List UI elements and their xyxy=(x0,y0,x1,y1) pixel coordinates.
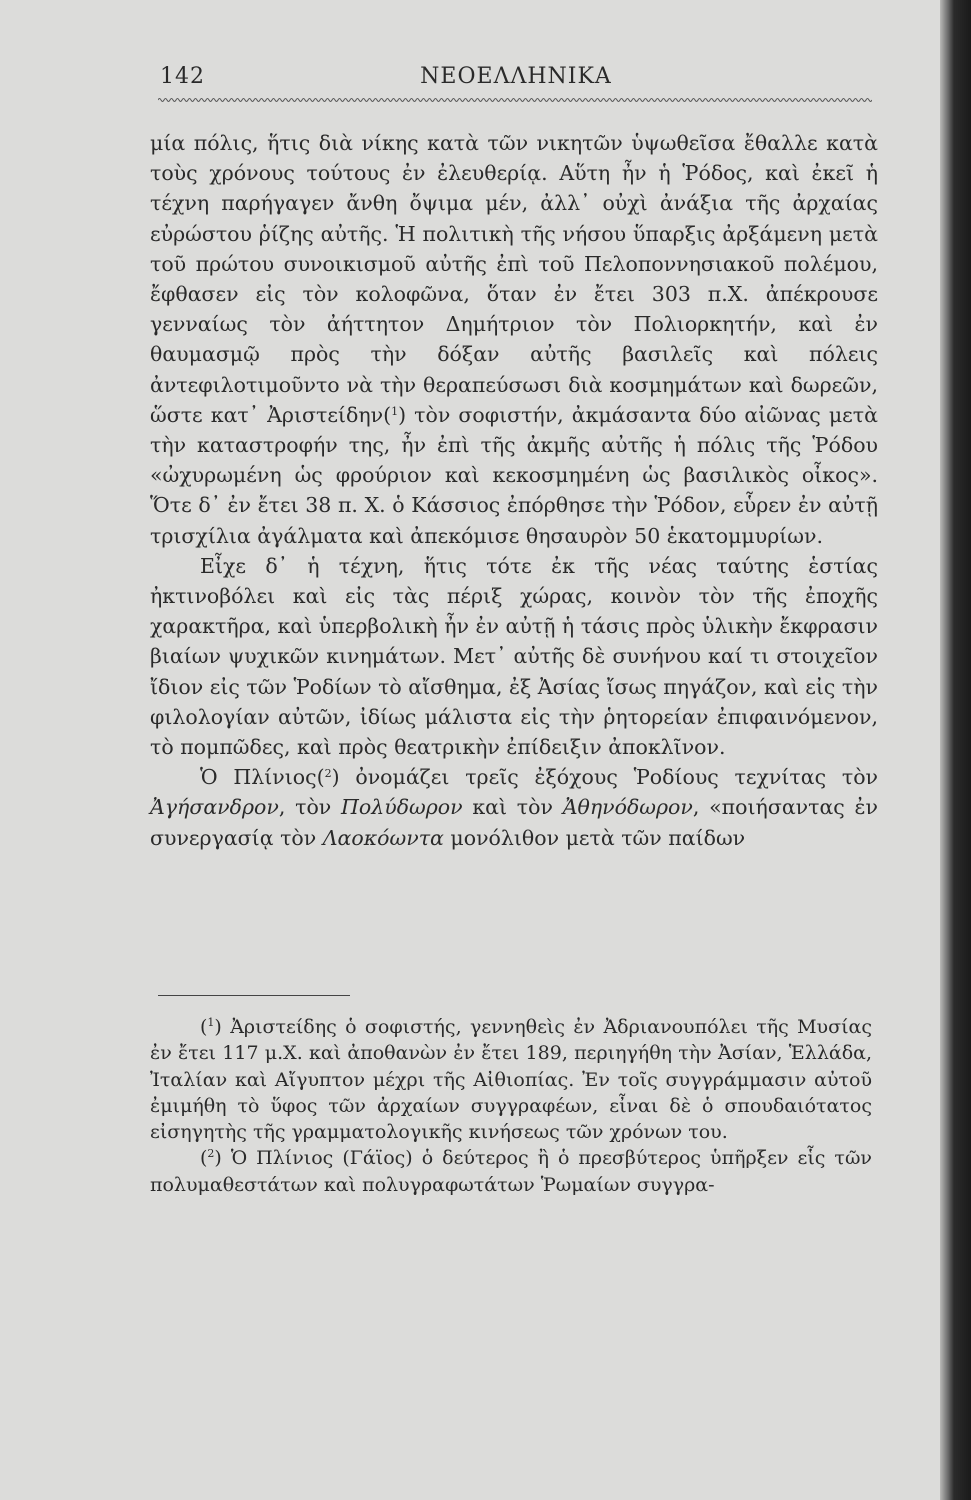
footnote-separator xyxy=(158,995,350,996)
name-laocoon: Λαοκόωντα xyxy=(322,825,444,850)
name-agesandros: Ἀγήσανδρον xyxy=(150,795,279,820)
page-header xyxy=(160,64,872,94)
main-text xyxy=(150,128,878,853)
footnote-ref-1: 1 xyxy=(391,404,399,418)
footnotes xyxy=(150,1014,872,1198)
name-athenodoros: Ἀθηνόδωρον xyxy=(562,795,693,820)
page-number: 142 xyxy=(160,64,205,89)
footnote-ref-2: 2 xyxy=(324,767,332,781)
running-title: ΝΕΟΕΛΛΗΝΙΚΑ xyxy=(420,64,612,89)
name-polydoros: Πολύδωρον xyxy=(341,795,463,820)
book-spine-edge xyxy=(940,0,971,1500)
paragraph-1: μία πόλις, ἥτις διὰ νίκης κατὰ τῶν νικητῶν ὑψωθεῖσα ἔθαλλε κατὰ τοὺς χρόνους τούτους ἐν ἐλευθερίᾳ. Αὕτη ἦν ἡ Ῥόδος, καὶ ἐκεῖ ἡ τέχνη παρήγαγεν ἄνθη ὄψιμα μέν, ἀλλ᾽ οὐχὶ ἀνάξια τῆς ἀρχαίας εὐρώστου ῥίζης αὐτῆς. Ἡ πολιτικὴ τῆς νήσου ὕπαρξις ἀρξάμενη μετὰ τοῦ πρώτου συνοικισμοῦ αὐτῆς ἐπὶ τοῦ Πελοποννησιακοῦ πολέμου, ἔφθασεν εἰς τὸν κολοφῶνα, ὅταν ἐν ἔτει 303 π.Χ. ἀπέκρουσε γενναίως τὸν ἀήττητον Δημήτριον τὸν Πολιορκητήν, καὶ ἐν θαυμασμῷ πρὸς τὴν δόξαν αὐτῆς βασιλεῖς καὶ πόλεις ἀντεφιλοτιμοῦντο νὰ τὴν θεραπεύσωσι διὰ κοσμημάτων καὶ δωρεῶν, ὥστε κατ᾽ Ἀριστείδην($^1$) τὸν σοφιστήν, ἀκμάσαντα δύο αἰῶνας μετὰ τὴν καταστροφήν της, ἦν ἐπὶ τῆς ἀκμῆς αὐτῆς ἡ πόλις τῆς Ῥόδου «ὠχυρωμένη ὡς φρούριον καὶ κεκοσμημένη ὡς βασιλικὸς οἶκος». Ὅτε δ᾽ ἐν ἔτει 38 π. Χ. ὁ Κάσσιος ἐπόρθησε τὴν Ῥόδον, εὗρεν ἐν αὐτῇ τρισχίλια ἀγάλματα καὶ ἀπεκόμισε θησαυρὸν 50 ἑκατομμυρίων. xyxy=(150,131,878,548)
paragraph-3: Ὁ Πλίνιος($^2$) ὀνομάζει τρεῖς ἐξόχους Ῥοδίους τεχνίτας τὸν Ἀγήσανδρον, τὸν Πολύδωρον καὶ τὸν Ἀθηνόδωρον, «ποιήσαντας ἐν συνεργασίᾳ τὸν Λαοκόωντα μονόλιθον μετὰ τῶν παίδων xyxy=(150,765,879,850)
header-wavy-rule xyxy=(158,96,872,104)
footnote-2: ($^2$) Ὁ Πλίνιος (Γάϊος) ὁ δεύτερος ἢ ὁ πρεσβύτερος ὑπῆρξεν εἷς τῶν πολυμαθεστάτων καὶ πολυγραφωτάτων Ῥωμαίων συγγρα- xyxy=(150,1147,872,1196)
paragraph-2: Εἶχε δ᾽ ἡ τέχνη, ἥτις τότε ἐκ τῆς νέας ταύτης ἑστίας ἠκτινοβόλει καὶ εἰς τὰς πέριξ χώρας, κοινὸν τὸν τῆς ἐποχῆς χαρακτῆρα, καὶ ὑπερβολικὴ ἦν ἐν αὐτῇ ἡ τάσις πρὸς ὑλικὴν ἔκφρασιν βιαίων ψυχικῶν κινημάτων. Μετ᾽ αὐτῆς δὲ συνήνου καί τι στοιχεῖον ἴδιον εἰς τῶν Ῥοδίων τὸ αἴσθημα, ἐξ Ἀσίας ἴσως πηγάζον, καὶ εἰς τὴν φιλολογίαν αὐτῶν, ἰδίως μάλιστα εἰς τὴν ῥητορείαν ἐπιφαινόμενον, τὸ πομπῶδες, καὶ πρὸς θεατρικὴν ἐπίδειξιν ἀποκλῖνον. xyxy=(150,553,878,760)
footnote-1: ($^1$) Ἀριστείδης ὁ σοφιστής, γεννηθεὶς ἐν Ἀδριανουπόλει τῆς Μυσίας ἐν ἔτει 117 μ.Χ. καὶ ἀποθανὼν ἐν ἔτει 189, περιηγήθη τὴν Ἀσίαν, Ἑλλάδα, Ἰταλίαν καὶ Αἴγυπτον μέχρι τῆς Αἰθιοπίας. Ἐν τοῖς συγγράμμασιν αὐτοῦ ἐμιμήθη τὸ ὕφος τῶν ἀρχαίων συγγραφέων, εἶναι δὲ ὁ σπουδαιότατος εἰσηγητὴς τῆς γραμματολογικῆς κινήσεως τῶν χρόνων του. xyxy=(150,1016,872,1144)
